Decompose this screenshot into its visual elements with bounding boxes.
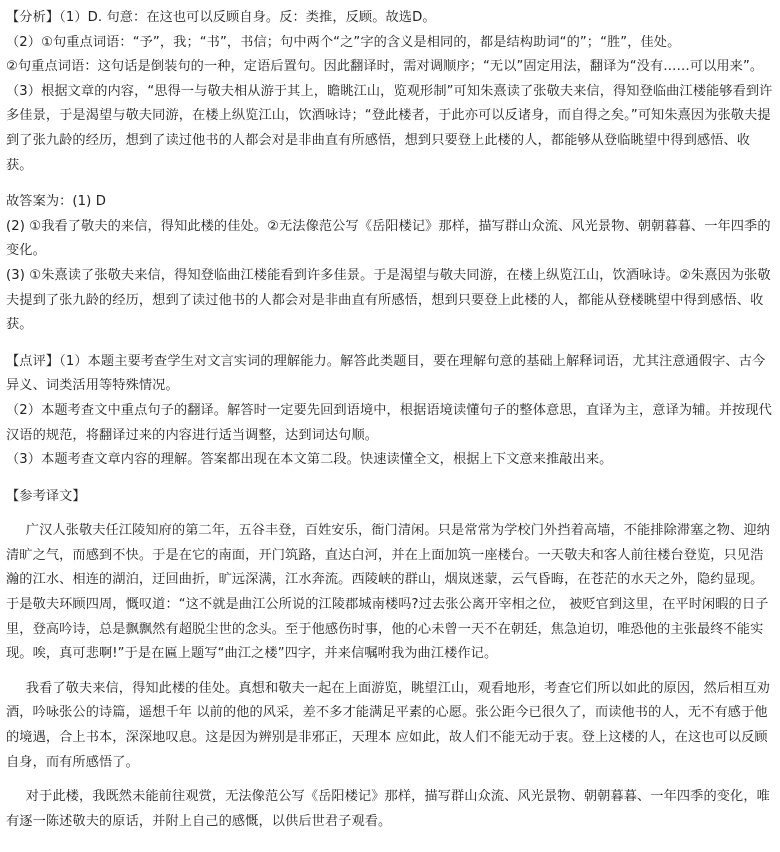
comment-c3: （3）本题考查文章内容的理解。答案都出现在本文第二段。快速读懂全文，根据上下文意来推敲出来。 — [6, 452, 613, 468]
analysis-q1 — [6, 6, 774, 31]
comment-c1-text: （1）本题主要考查学生对文言实词的理解能力。解答此类题目，要在理解句意的基础上解释词语，尤其注意通假字、古今异义、词类活用等特殊情况。 — [6, 353, 766, 394]
comment-section — [6, 350, 774, 473]
comment-header: 【点评】 — [6, 353, 60, 369]
answer-a2: (2) ①我看了敬夫的来信，得知此楼的佳处。②无法像范公写《岳阳楼记》那样，描写群山众流、风光景物、朝朝暮暮、一年四季的变化。 — [6, 218, 771, 259]
comment-c2: （2）本题考查文中重点句子的翻译。解答时一定要先回到语境中，根据语境读懂句子的整体意思，直译为主，意译为辅。并按现代汉语的规范，将翻译过来的内容进行适当调整，达到词达句顺。 — [6, 402, 772, 443]
analysis-q2a: （2）①句重点词语：“予”，我；“书”，书信；句中两个“之”字的含义是相同的，都是结构助词“的”；“胜”，佳处。 — [6, 34, 681, 50]
analysis-header: 【分析】 — [6, 10, 60, 25]
answer-section — [6, 190, 774, 338]
translation-section — [6, 485, 774, 835]
translation-paragraph-3: 对于此楼，我既然未能前往观赏，无法像范公写《岳阳楼记》那样，描写群山众流、风光景物、朝朝暮暮、一年四季的变化，唯有逐一陈述敬夫的原话，并附上自己的感慨，以供后世君子观看。 — [6, 789, 770, 829]
translation-paragraph-2: 我看了敬夫来信，得知此楼的佳处。真想和敬夫一起在上面游览，眺望江山，观看地形，考查它们所以如此的原因，然后相互劝酒，吟咏张公的诗篇，遥想千年 以前的他的风采，差不多才能满足平素的心愿。张公距今已很久了，而读他书的人，无不有感于他的境遇，合上书本，深深地叹息。这是因为辨别是非邪正，天理本 应如此，故人们不能无动于衷。登上这楼的人，在这也可以反顾自身，而有所感悟了。 — [6, 680, 770, 770]
analysis-q1-text: （1）D. 句意：在这也可以反顾自身。反：类推，反顾。故选D。 — [59, 10, 436, 25]
analysis-section — [6, 6, 774, 178]
comment-c1 — [6, 350, 774, 399]
answer-header: 故答案为：(1) D — [6, 194, 106, 210]
analysis-q3: （3）根据文章的内容，“思得一与敬夫相从游于其上，瞻眺江山，览观形制”可知朱熹读了张敬夫来信，得知登临曲江楼能够看到许多佳景，于是渴望与敬夫同游，在楼上纵览江山，饮酒咏诗；“登此楼者，于此亦可以反诸身，而自得之矣。”可知朱熹因为张敬夫提到了张九龄的经历，想到了读过他书的人都会对是非曲直有所感悟，想到只要登上此楼的人，都能够从登临眺望中得到感悟、收获。 — [6, 83, 773, 173]
translation-paragraph-1: 广汉人张敬夫任江陵知府的第二年，五谷丰登，百姓安乐，衙门清闲。只是常常为学校门外挡着高墙，不能排除滞塞之物、迎纳清旷之气，而感到不快。于是在它的南面，开门筑路，直达白河，并在上面加筑一座楼台。一天敬夫和客人前往楼台登览，只见浩瀚的江水、相连的湖泊，迂回曲折，旷远深满，江水奔流。西陵峡的群山，烟岚迷蒙，云气昏晦，在苍茫的水天之外，隐约显现。于是敬夫环顾四周，慨叹道：“这不就是曲江公所说的江陵郡城南楼吗?过去张公离开宰相之位， 被贬官到这里，在平时闲暇的日子里，登高吟诗，总是飘飘然有超脱尘世的念头。至于他感伤时事，他的心未曾一天不在朝廷，焦急迫切，唯恐他的主张最终不能实 现。唉，真可悲啊!”于是在匾上题写“曲江之楼”四字，并来信嘱咐我为曲江楼作记。 — [6, 523, 770, 662]
translation-header: 【参考译文】 — [6, 488, 86, 504]
answer-a3: (3) ①朱熹读了张敬夫来信，得知登临曲江楼能看到许多佳景。于是渴望与敬夫同游，在楼上纵览江山，饮酒咏诗。②朱熹因为张敬夫提到了张九龄的经历，想到了读过他书的人都会对是非曲直有所感悟，想到只要登上此楼的人，都能从登楼眺望中得到感悟、收获。 — [6, 267, 771, 333]
analysis-q2b: ②句重点词语：这句话是倒装句的一种，定语后置句。因此翻译时，需对调顺序；“无以”固定用法，翻译为“没有……可以用来”。 — [6, 59, 764, 75]
